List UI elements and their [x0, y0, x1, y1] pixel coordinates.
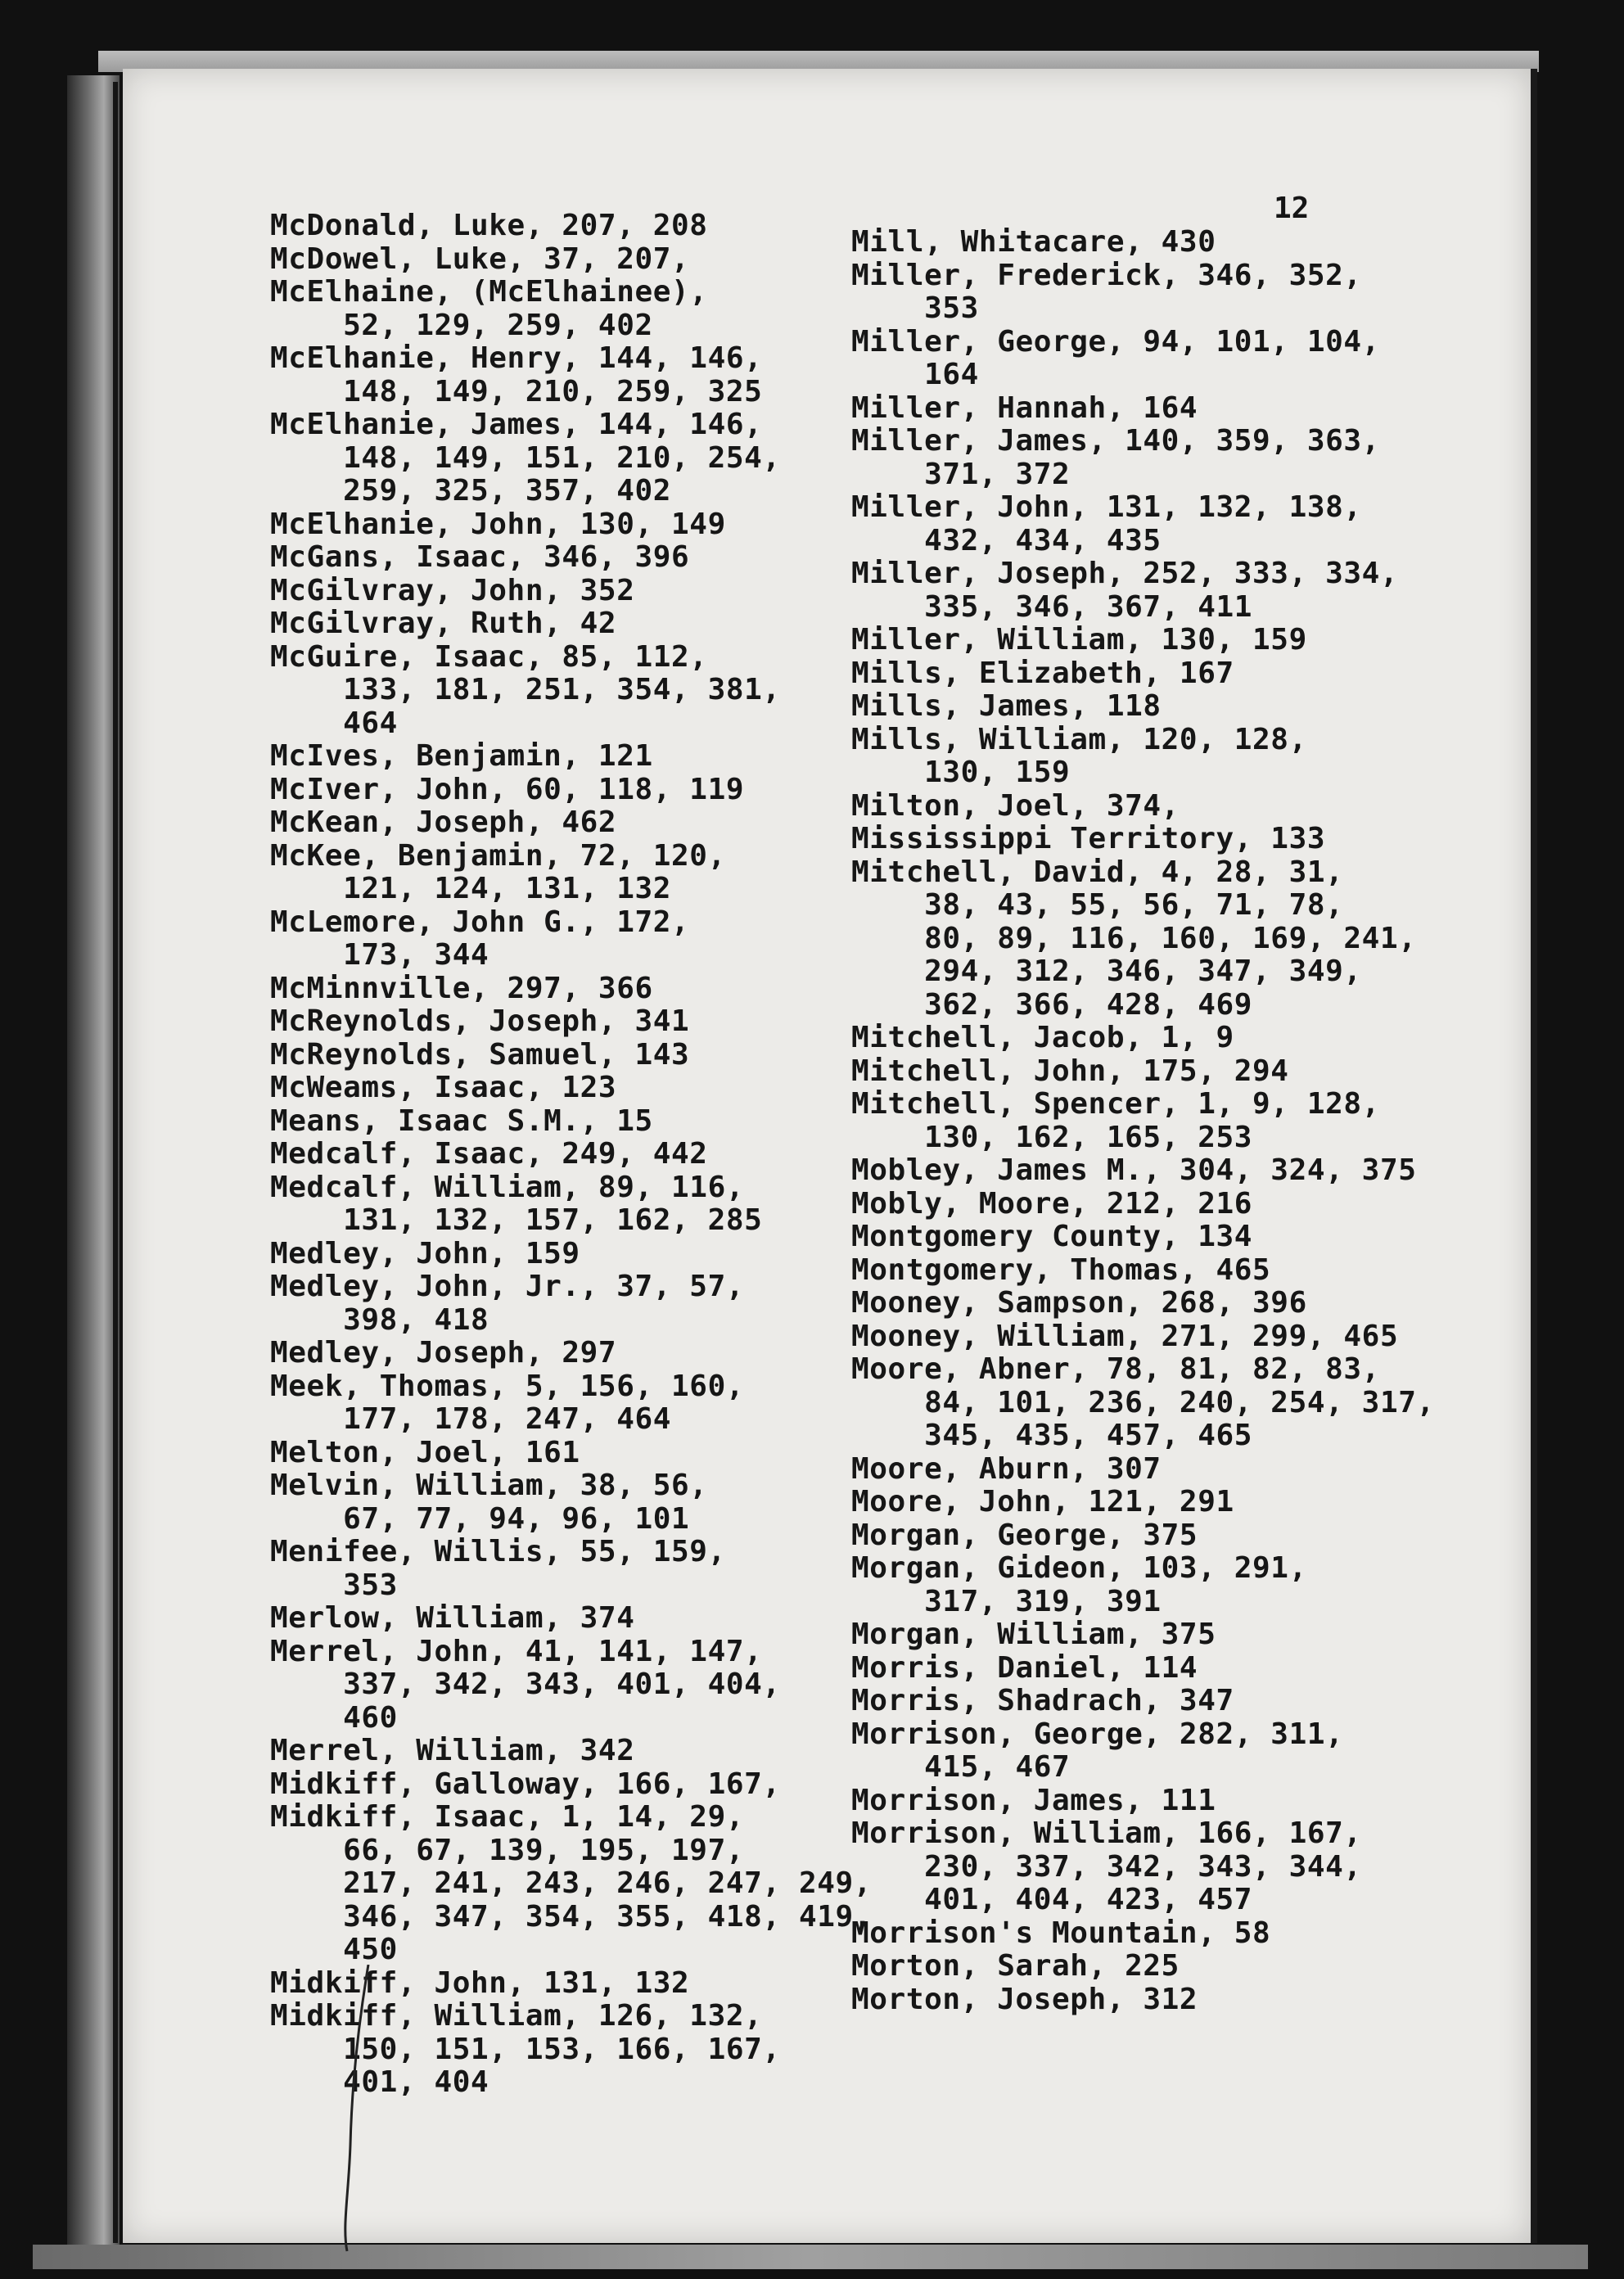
index-column-right — [851, 226, 1441, 2016]
entry-line: Medley, Joseph, 297 — [270, 1336, 617, 1370]
entry-line: Mill, Whitacare, 430 — [851, 225, 1216, 259]
entry-continuation: 133, 181, 251, 354, 381, — [270, 673, 781, 706]
entry-continuation: 164 — [851, 358, 979, 391]
entry-line: Morton, Sarah, 225 — [851, 1949, 1180, 1983]
index-entry — [270, 1536, 843, 1602]
entry-line: McMinnville, 297, 366 — [270, 971, 653, 1005]
entry-line: McIves, Benjamin, 121 — [270, 739, 653, 773]
index-entry — [851, 1353, 1441, 1453]
index-entry — [851, 1055, 1441, 1089]
entry-line: Mobley, James M., 304, 324, 375 — [851, 1153, 1417, 1187]
entry-continuation: 345, 435, 457, 465 — [851, 1419, 1253, 1452]
index-entry — [270, 973, 843, 1006]
entry-line: McKee, Benjamin, 72, 120, — [270, 838, 726, 873]
entry-continuation: 66, 67, 139, 195, 197, — [270, 1833, 745, 1867]
index-entry — [270, 774, 843, 807]
entry-line: Midkiff, Isaac, 1, 14, 29, — [270, 1800, 745, 1834]
index-entry — [270, 1735, 843, 1768]
index-entry — [270, 210, 843, 243]
index-entry — [851, 259, 1441, 326]
index-entry — [851, 1552, 1441, 1618]
entry-line: McReynolds, Samuel, 143 — [270, 1037, 690, 1072]
entry-line: Mitchell, Jacob, 1, 9 — [851, 1021, 1234, 1054]
index-entry — [270, 1636, 843, 1735]
entry-continuation: 217, 241, 243, 246, 247, 249, — [270, 1866, 873, 1900]
index-entry — [270, 1005, 843, 1039]
entry-line: Morrison, William, 166, 167, — [851, 1816, 1362, 1850]
index-entry — [270, 1238, 843, 1271]
entry-line: Merrel, William, 342 — [270, 1734, 635, 1767]
entry-line: Mississippi Territory, 133 — [851, 822, 1326, 855]
entry-continuation: 464 — [270, 706, 398, 740]
index-entry — [270, 1370, 843, 1437]
entry-line: McElhanie, John, 130, 149 — [270, 507, 726, 541]
entry-line: Mooney, Sampson, 268, 396 — [851, 1286, 1307, 1320]
entry-line: Miller, Hannah, 164 — [851, 390, 1198, 425]
entry-line: Medcalf, William, 89, 116, — [270, 1170, 745, 1204]
index-entry — [851, 657, 1441, 691]
index-entry — [851, 1618, 1441, 1652]
index-entry — [851, 724, 1441, 790]
entry-continuation: 460 — [270, 1700, 398, 1735]
entry-line: Moore, Abner, 78, 81, 82, 83, — [851, 1352, 1380, 1386]
entry-continuation: 259, 325, 357, 402 — [270, 474, 672, 508]
left-rule — [113, 82, 118, 2243]
entry-continuation: 353 — [851, 291, 979, 325]
entry-line: Medcalf, Isaac, 249, 442 — [270, 1137, 708, 1171]
bottom-strip — [33, 2245, 1588, 2269]
entry-line: McElhanie, Henry, 144, 146, — [270, 341, 763, 375]
entry-line: Mitchell, David, 4, 28, 31, — [851, 855, 1344, 889]
index-entry — [851, 1320, 1441, 1354]
entry-continuation: 84, 101, 236, 240, 254, 317, — [851, 1385, 1435, 1419]
index-entry — [270, 276, 843, 342]
entry-line: Morrison, George, 282, 311, — [851, 1717, 1344, 1751]
index-entry — [851, 1088, 1441, 1154]
entry-line: Morrison, James, 111 — [851, 1783, 1216, 1817]
index-entry — [851, 1983, 1441, 2017]
entry-line: Moore, John, 121, 291 — [851, 1485, 1234, 1519]
entry-line: Moore, Aburn, 307 — [851, 1451, 1162, 1486]
entry-line: Miller, James, 140, 359, 363, — [851, 424, 1380, 458]
index-entry — [851, 790, 1441, 824]
index-entry — [851, 1718, 1441, 1785]
entry-line: Mobly, Moore, 212, 216 — [851, 1186, 1253, 1221]
entry-continuation: 148, 149, 151, 210, 254, — [270, 440, 781, 475]
entry-continuation: 450 — [270, 1933, 398, 1966]
entry-line: McGilvray, Ruth, 42 — [270, 607, 617, 640]
entry-continuation: 148, 149, 210, 259, 325 — [270, 374, 763, 408]
entry-continuation: 346, 347, 354, 355, 418, 419, — [270, 1899, 873, 1934]
entry-line: Mooney, William, 271, 299, 465 — [851, 1319, 1399, 1353]
entry-continuation: 335, 346, 367, 411 — [851, 589, 1253, 624]
index-entry — [851, 1486, 1441, 1519]
index-entry — [851, 226, 1441, 259]
index-entry — [851, 326, 1441, 392]
entry-continuation: 317, 319, 391 — [851, 1584, 1162, 1618]
entry-line: McKean, Joseph, 462 — [270, 806, 617, 839]
entry-line: Midkiff, Galloway, 166, 167, — [270, 1767, 781, 1801]
entry-continuation: 67, 77, 94, 96, 101 — [270, 1501, 690, 1536]
index-entry — [851, 425, 1441, 491]
index-entry — [851, 690, 1441, 724]
index-entry — [270, 641, 843, 741]
entry-continuation: 371, 372 — [851, 457, 1071, 491]
entry-line: Melton, Joel, 161 — [270, 1435, 580, 1469]
index-entry — [851, 624, 1441, 657]
index-entry — [270, 806, 843, 840]
entry-continuation: 432, 434, 435 — [851, 523, 1162, 557]
index-entry — [851, 1287, 1441, 1320]
index-entry — [270, 1039, 843, 1072]
entry-line: Morgan, William, 375 — [851, 1618, 1216, 1651]
entry-continuation: 353 — [270, 1568, 398, 1602]
index-entry — [851, 1519, 1441, 1553]
entry-line: McGilvray, John, 352 — [270, 573, 635, 607]
index-entry — [270, 1105, 843, 1139]
entry-continuation: 121, 124, 131, 132 — [270, 872, 672, 905]
index-entry — [851, 1154, 1441, 1188]
index-entry — [270, 1469, 843, 1536]
entry-line: Morton, Joseph, 312 — [851, 1982, 1198, 2016]
entry-line: Merlow, William, 374 — [270, 1601, 635, 1635]
index-entry — [270, 1171, 843, 1238]
entry-line: Medley, John, Jr., 37, 57, — [270, 1270, 745, 1303]
entry-line: Merrel, John, 41, 141, 147, — [270, 1634, 763, 1668]
index-column-left — [270, 209, 873, 2100]
entry-line: Midkiff, John, 131, 132 — [270, 1965, 690, 2000]
index-entry — [270, 1138, 843, 1171]
entry-line: Miller, William, 130, 159 — [851, 623, 1307, 657]
entry-continuation: 131, 132, 157, 162, 285 — [270, 1203, 763, 1237]
index-entry — [270, 1967, 843, 2001]
index-entry — [270, 1437, 843, 1470]
index-entry — [851, 1950, 1441, 1983]
index-entry — [851, 557, 1441, 624]
entry-line: Midkiff, William, 126, 132, — [270, 1999, 763, 2033]
entry-line: Medley, John, 159 — [270, 1236, 580, 1270]
index-entry — [270, 1768, 843, 1802]
entry-continuation: 401, 404, 423, 457 — [851, 1883, 1253, 1916]
index-entry — [851, 1221, 1441, 1254]
index-entry — [851, 1022, 1441, 1055]
index-entry — [851, 1188, 1441, 1221]
index-entry — [851, 1817, 1441, 1917]
index-entry — [270, 2000, 843, 2100]
index-entry — [270, 575, 843, 608]
index-entry — [851, 1785, 1441, 1818]
entry-line: McWeams, Isaac, 123 — [270, 1071, 617, 1104]
entry-continuation: 337, 342, 343, 401, 404, — [270, 1668, 781, 1701]
index-entry — [851, 1254, 1441, 1288]
entry-line: McGans, Isaac, 346, 396 — [270, 540, 690, 574]
entry-continuation: 150, 151, 153, 166, 167, — [270, 2032, 781, 2066]
entry-line: Meek, Thomas, 5, 156, 160, — [270, 1369, 745, 1403]
index-entry — [270, 541, 843, 575]
entry-line: Melvin, William, 38, 56, — [270, 1469, 708, 1502]
entry-line: Mills, James, 118 — [851, 689, 1162, 723]
entry-line: Morgan, George, 375 — [851, 1518, 1198, 1552]
entry-line: McDonald, Luke, 207, 208 — [270, 209, 708, 242]
entry-line: Means, Isaac S.M., 15 — [270, 1103, 653, 1138]
entry-line: Mitchell, Spencer, 1, 9, 128, — [851, 1087, 1380, 1121]
entry-line: Montgomery, Thomas, 465 — [851, 1252, 1271, 1287]
entry-line: McElhanie, James, 144, 146, — [270, 408, 763, 441]
index-entry — [270, 607, 843, 641]
entry-line: Montgomery County, 134 — [851, 1220, 1253, 1253]
index-entry — [851, 1453, 1441, 1487]
index-entry — [851, 1685, 1441, 1718]
entry-continuation: 230, 337, 342, 343, 344, — [851, 1849, 1362, 1884]
entry-continuation: 130, 162, 165, 253 — [851, 1120, 1253, 1154]
entry-line: Miller, John, 131, 132, 138, — [851, 490, 1362, 524]
index-entry — [851, 856, 1441, 1022]
index-entry — [851, 491, 1441, 557]
index-entry — [851, 1652, 1441, 1686]
entry-line: Milton, Joel, 374, — [851, 788, 1180, 823]
entry-continuation: 415, 467 — [851, 1750, 1071, 1784]
index-entry — [851, 392, 1441, 426]
entry-line: Miller, George, 94, 101, 104, — [851, 324, 1380, 359]
index-entry — [270, 1602, 843, 1636]
index-entry — [270, 1072, 843, 1105]
page-edge-left — [67, 75, 120, 2253]
entry-continuation: 130, 159 — [851, 756, 1071, 789]
entry-continuation: 294, 312, 346, 347, 349, — [851, 954, 1362, 988]
page-number: 12 — [1274, 192, 1310, 225]
index-entry — [270, 508, 843, 542]
index-entry — [270, 1800, 873, 1967]
entry-line: McGuire, Isaac, 85, 112, — [270, 639, 708, 674]
index-entry — [270, 840, 843, 906]
entry-continuation: 401, 404 — [270, 2065, 489, 2099]
index-entry — [270, 342, 843, 408]
entry-line: Menifee, Willis, 55, 159, — [270, 1535, 726, 1568]
entry-line: Morris, Shadrach, 347 — [851, 1684, 1234, 1717]
entry-line: Mitchell, John, 175, 294 — [851, 1054, 1289, 1088]
entry-continuation: 80, 89, 116, 160, 169, 241, — [851, 921, 1417, 955]
entry-line: McReynolds, Joseph, 341 — [270, 1004, 690, 1038]
entry-continuation: 38, 43, 55, 56, 71, 78, — [851, 888, 1344, 922]
entry-line: McLemore, John G., 172, — [270, 905, 690, 939]
entry-line: Mills, William, 120, 128, — [851, 722, 1307, 756]
entry-continuation: 177, 178, 247, 464 — [270, 1402, 672, 1436]
entry-line: McDowel, Luke, 37, 207, — [270, 241, 690, 276]
entry-line: Morgan, Gideon, 103, 291, — [851, 1551, 1307, 1585]
index-entry — [270, 408, 843, 508]
entry-line: Morris, Daniel, 114 — [851, 1650, 1198, 1685]
index-entry — [270, 1337, 843, 1370]
entry-line: Mills, Elizabeth, 167 — [851, 656, 1234, 690]
entry-continuation: 52, 129, 259, 402 — [270, 308, 653, 342]
entry-continuation: 398, 418 — [270, 1302, 489, 1337]
entry-continuation: 362, 366, 428, 469 — [851, 987, 1253, 1022]
index-entry — [851, 823, 1441, 856]
index-entry — [270, 243, 843, 277]
entry-line: Morrison's Mountain, 58 — [851, 1916, 1271, 1950]
entry-continuation: 173, 344 — [270, 938, 489, 972]
entry-line: Miller, Joseph, 252, 333, 334, — [851, 557, 1399, 590]
entry-line: McIver, John, 60, 118, 119 — [270, 772, 745, 806]
entry-line: Miller, Frederick, 346, 352, — [851, 258, 1362, 292]
index-entry — [270, 1270, 843, 1337]
index-entry — [851, 1917, 1441, 1951]
entry-line: McElhaine, (McElhainee), — [270, 275, 708, 309]
index-entry — [270, 906, 843, 973]
index-entry — [270, 740, 843, 774]
